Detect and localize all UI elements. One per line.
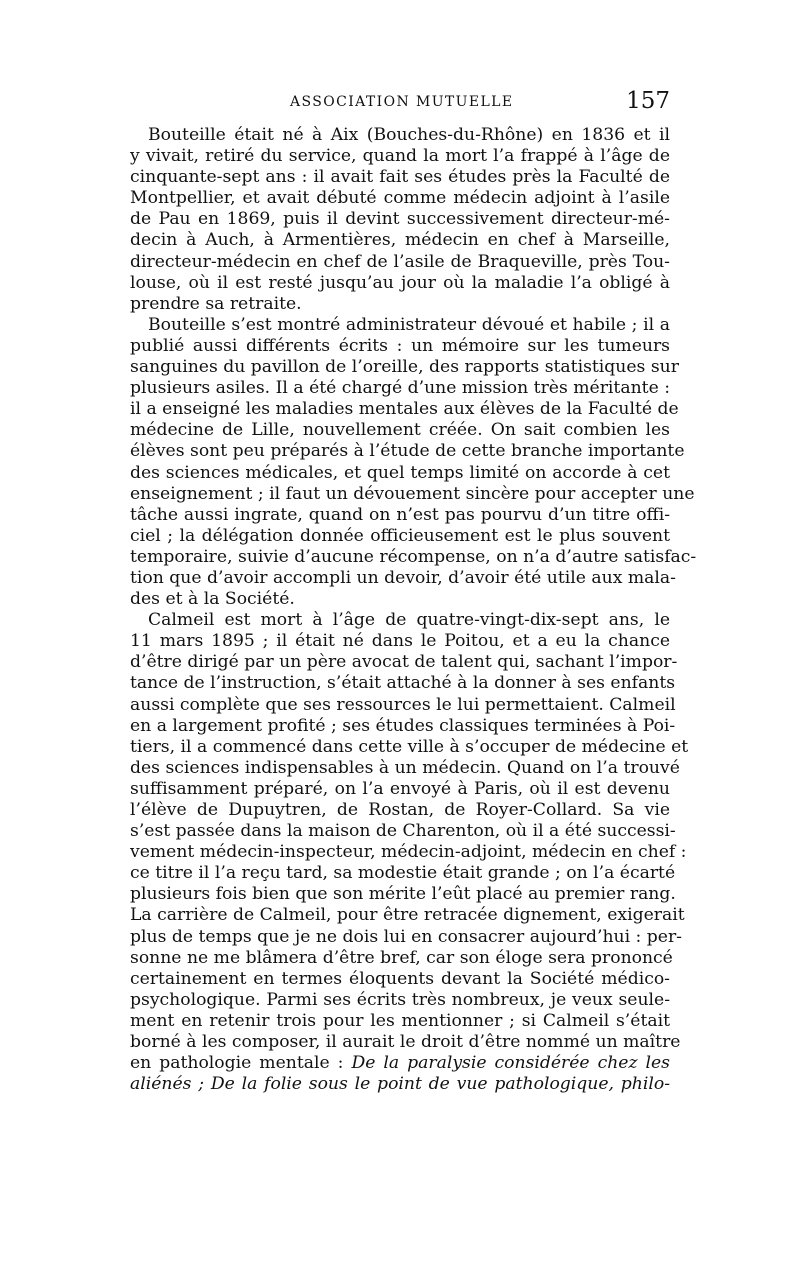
text-line: Montpellier, et avait débuté comme médecin adjoint à l’asile — [130, 188, 670, 209]
text-line: s’est passée dans la maison de Charenton, où il a été successi- — [130, 821, 676, 842]
text-line: médecine de Lille, nouvellement créée. On sait combien les — [130, 420, 670, 441]
text-line: cinquante-sept ans : il avait fait ses études près la Faculté de — [130, 167, 670, 188]
text-line: y vivait, retiré du service, quand la mort l’a frappé à l’âge de — [130, 146, 670, 167]
text-line: prendre sa retraite. — [130, 293, 302, 314]
text-line: Calmeil est mort à l’âge de quatre-vingt-dix-sept ans, le — [148, 610, 670, 631]
text-line: ment en retenir trois pour les mentionner ; si Calmeil s’était — [130, 1010, 670, 1031]
text-line: ciel ; la délégation donnée officieusement est le plus souvent — [130, 525, 670, 546]
text-line: l’élève de Dupuytren, de Rostan, de Royer-Collard. Sa vie — [130, 800, 670, 820]
text-line: vement médecin-inspecteur, médecin-adjoint, médecin en chef : — [130, 842, 687, 863]
paragraph-bouteille-career — [130, 125, 670, 315]
text-line: tâche aussi ingrate, quand on n’est pas pourvu d’un titre offi- — [130, 504, 670, 525]
text-line: psychologique. Parmi ses écrits très nombreux, je veux seule- — [130, 989, 670, 1010]
paragraph-bouteille-works — [130, 314, 697, 610]
text-line: certainement en termes éloquents devant la Société médico- — [130, 968, 670, 989]
running-title: ASSOCIATION MUTUELLE — [290, 94, 514, 110]
text-line: en a largement profité ; ses études classiques terminées à Poi- — [130, 715, 676, 736]
running-head — [130, 90, 670, 120]
text-line: tiers, il a commencé dans cette ville à s’occuper de médecine et — [130, 736, 689, 757]
text-line: directeur-médecin en chef de l’asile de Braqueville, près Tou- — [130, 251, 670, 272]
text-line: élèves sont peu préparés à l’étude de cette branche importante — [130, 441, 685, 462]
text-line: aussi complète que ses ressources le lui permettaient. Calmeil — [130, 694, 676, 715]
text-line-with-title — [130, 1053, 670, 1074]
text-line: de Pau en 1869, puis il devint successivement directeur-mé- — [130, 209, 670, 230]
text-line: des et à la Société. — [130, 589, 295, 610]
text-line: Bouteille s’est montré administrateur dévoué et habile ; il a — [148, 314, 670, 335]
text-line: sonne ne me blâmera d’être bref, car son éloge sera prononcé — [130, 947, 673, 968]
text-line: plusieurs fois bien que son mérite l’eût placé au premier rang. — [130, 884, 676, 905]
text-line: decin à Auch, à Armentières, médecin en chef à Marseille, — [130, 230, 670, 251]
text-line: 11 mars 1895 ; il était né dans le Poitou, et a eu la chance — [130, 631, 670, 652]
text-line: suffisamment préparé, on l’a envoyé à Paris, où il est devenu — [130, 778, 670, 799]
text-line: tance de l’instruction, s’était attaché à la donner à ses enfants — [130, 673, 676, 694]
text-line: des sciences médicales, et quel temps limité on accorde à cet — [130, 462, 670, 483]
text-line: publié aussi différents écrits : un mémoire sur les tumeurs — [130, 335, 670, 356]
text-line: tion que d’avoir accompli un devoir, d’avoir été utile aux mala- — [130, 567, 676, 588]
text-line: plusieurs asiles. Il a été chargé d’une mission très méritante : — [130, 378, 670, 399]
text-line: plus de temps que je ne dois lui en consacrer aujourd’hui : per- — [130, 926, 682, 947]
text-line: Bouteille était né à Aix (Bouches-du-Rhône) en 1836 et il — [148, 125, 670, 145]
book-title-italic: De la paralysie considérée chez les — [351, 1053, 670, 1074]
book-titles-italic-line: aliénés ; De la folie sous le point de vue pathologique, philo- — [130, 1074, 670, 1095]
text-line: enseignement ; il faut un dévouement sincère pour accepter une — [130, 483, 695, 504]
text-line: borné à les composer, il aurait le droit d’être nommé un maître — [130, 1032, 681, 1053]
paragraph-calmeil — [130, 610, 689, 1095]
text-line: sanguines du pavillon de l’oreille, des rapports statistiques sur — [130, 357, 679, 378]
text-line: louse, où il est resté jusqu’au jour où la maladie l’a obligé à — [130, 272, 670, 293]
text-line: ce titre il l’a reçu tard, sa modestie était grande ; on l’a écarté — [130, 863, 676, 884]
text-line: des sciences indispensables à un médecin. Quand on l’a trouvé — [130, 757, 680, 778]
body-text — [130, 125, 697, 1095]
page-number: 157 — [626, 88, 670, 114]
text-line: d’être dirigé par un père avocat de talent qui, sachant l’impor- — [130, 652, 678, 673]
text-line: il a enseigné les maladies mentales aux élèves de la Faculté de — [130, 399, 679, 420]
text-line: temporaire, suivie d’aucune récompense, on n’a d’autre satisfac- — [130, 546, 697, 567]
text-fragment: en pathologie mentale : — [130, 1053, 352, 1074]
text-line: La carrière de Calmeil, pour être retracée dignement, exigerait — [130, 905, 685, 926]
